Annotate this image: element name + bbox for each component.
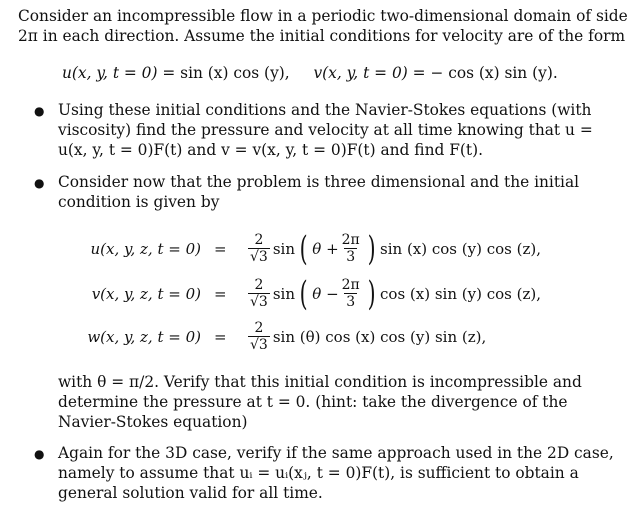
v-initial-rhs: = − cos (x) sin (y).	[412, 64, 558, 82]
sin-function: sin	[272, 240, 295, 258]
v-3d-lhs: v(x, y, z, t = 0)	[91, 285, 201, 303]
u-3d-rhs: $\frac{2}{√3}$ sin ( θ + $\frac{2\pi}{3}$ ) sin (x) cos (y) cos (z),	[250, 229, 541, 269]
theta-minus: θ −	[312, 285, 339, 303]
v-3d-rhs: $\frac{2}{√3}$ sin ( θ − $\frac{2\pi}{3}$ ) cos (x) sin (y) cos (z),	[250, 274, 541, 314]
u-3d-tail: sin (x) cos (y) cos (z),	[380, 240, 541, 258]
initial-conditions-equation	[62, 64, 558, 82]
two-over-sqrt3: $\frac{2}{√3}$	[250, 320, 268, 353]
verify-line-1: with θ = π/2. Verify that this initial condition is incompressible and	[58, 373, 582, 391]
verify-paragraph	[58, 372, 582, 432]
equation-row-u	[0, 226, 631, 272]
theta-plus: θ +	[312, 240, 339, 258]
verify-line-3: Navier-Stokes equation)	[58, 413, 248, 431]
equation-row-v	[0, 271, 631, 317]
item1-line-1: Using these initial conditions and the Navier-Stokes equations (with	[58, 101, 592, 119]
intro-line-2: 2π in each direction. Assume the initial conditions for velocity are of the form	[18, 27, 626, 45]
v-3d-tail: cos (x) sin (y) cos (z),	[380, 285, 541, 303]
two-over-sqrt3: $\frac{2}{√3}$	[250, 277, 268, 310]
equals-sign: =	[214, 285, 227, 303]
bullet-dot-icon: ●	[34, 447, 45, 461]
v-initial-lhs: v(x, y, t = 0)	[313, 64, 408, 82]
item2-line-1: Consider now that the problem is three dimensional and the initial	[58, 173, 580, 191]
bullet-item-2	[58, 172, 579, 212]
bullet-dot-icon: ●	[34, 176, 45, 190]
two-pi-over-three: $\frac{2\pi}{3}$	[341, 277, 360, 310]
bullet-dot-icon: ●	[34, 104, 45, 118]
intro-line-1: Consider an incompressible flow in a periodic two-dimensional domain of side	[18, 7, 628, 25]
item3-line-3: general solution valid for all time.	[58, 484, 323, 502]
w-3d-lhs: w(x, y, z, t = 0)	[87, 328, 201, 346]
equation-row-w	[0, 314, 631, 360]
u-initial-lhs: u(x, y, t = 0)	[62, 64, 158, 82]
two-over-sqrt3: $\frac{2}{√3}$	[250, 232, 268, 265]
u-3d-lhs: u(x, y, z, t = 0)	[90, 240, 201, 258]
two-pi-over-three: $\frac{2\pi}{3}$	[341, 232, 360, 265]
equals-sign: =	[214, 240, 227, 258]
bullet-item-1	[58, 100, 593, 160]
item2-line-2: condition is given by	[58, 193, 220, 211]
bullet-item-3	[58, 443, 614, 503]
intro-paragraph	[18, 6, 628, 46]
item1-line-3: u(x, y, t = 0)F(t) and v = v(x, y, t = 0)F(t) and find F(t).	[58, 141, 483, 159]
w-3d-rhs	[245, 314, 486, 360]
u-initial-rhs: = sin (x) cos (y),	[162, 64, 290, 82]
item3-line-2: namely to assume that uᵢ = uᵢ(xⱼ, t = 0)F(t), is sufficient to obtain a	[58, 464, 579, 482]
w-3d-tail: sin (θ) cos (x) cos (y) sin (z),	[272, 328, 487, 346]
equals-sign: =	[214, 328, 227, 346]
item1-line-2: viscosity) find the pressure and velocity at all time knowing that u =	[58, 121, 593, 139]
sin-function: sin	[272, 285, 295, 303]
verify-line-2: determine the pressure at t = 0. (hint: take the divergence of the	[58, 393, 568, 411]
item3-line-1: Again for the 3D case, verify if the same approach used in the 2D case,	[58, 444, 614, 462]
